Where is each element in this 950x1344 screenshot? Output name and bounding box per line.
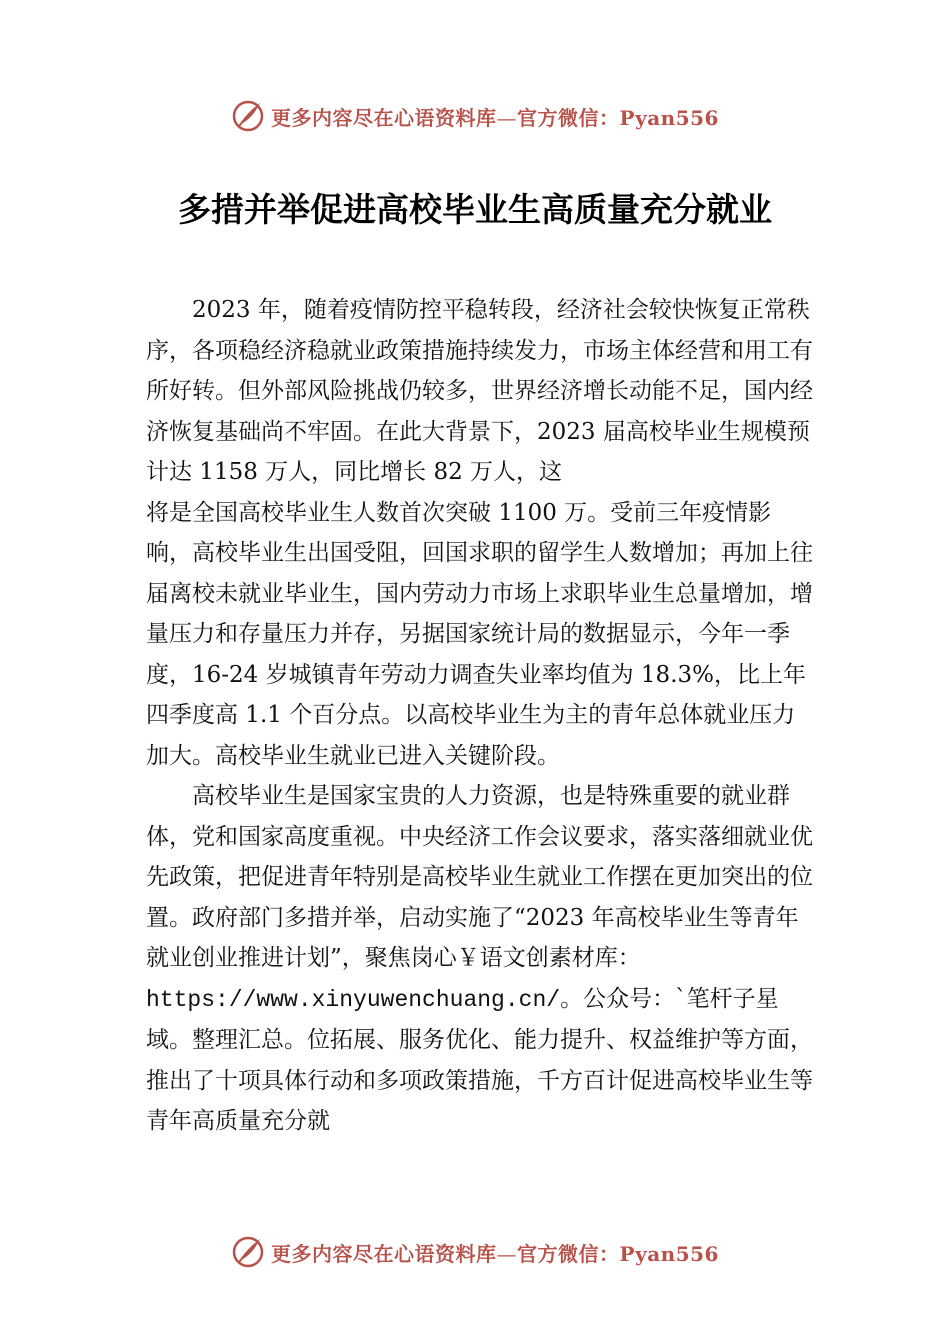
quill-seal-icon: [231, 1235, 265, 1269]
website-url: https://www.xinyuwenchuang.cn/: [146, 986, 561, 1013]
paragraph-2-text: 高校毕业生是国家宝贵的人力资源，也是特殊重要的就业群体，党和国家高度重视。中央经济工作会议要求，落实落细就业优先政策，把促进青年特别是高校毕业生就业工作摆在更加突出的位置。政府部门多措并举，启动实施了“2023 年高校毕业生等青年就业创业推进计划”，聚焦岗心￥语文创素材库：: [146, 783, 813, 971]
banner-text: 更多内容尽在心语资料库—官方微信：Pyan556: [271, 105, 719, 130]
banner-text: 更多内容尽在心语资料库—官方微信：Pyan556: [271, 1241, 719, 1266]
paragraph-2: [146, 776, 816, 1142]
header-banner: [0, 96, 950, 136]
paragraph-2-continued: 。公众号：`笔杆子星域。整理汇总。位拓展、服务优化、能力提升、权益维护等方面，推出了十项具体行动和多项政策措施，千方百计促进高校毕业生等青年高质量充分就: [146, 985, 813, 1134]
paragraph-1b: 将是全国高校毕业生人数首次突破 1100 万。受前三年疫情影响，高校毕业生出国受阻，回国求职的留学生人数增加；再加上往届离校未就业毕业生，国内劳动力市场上求职毕业生总量增加，增量压力和存量压力并存，另据国家统计局的数据显示，今年一季度，16-24 岁城镇青年劳动力调查失业率均值为 18.3%，比上年四季度高 1.1 个百分点。以高校毕业生为主的青年总体就业压力加大。高校毕业生就业已进入关键阶段。: [146, 499, 813, 769]
quill-seal-icon: [231, 99, 265, 133]
footer-banner: [0, 1232, 950, 1272]
paragraph-1a: 2023 年，随着疫情防控平稳转段，经济社会较快恢复正常秩序，各项稳经济稳就业政策措施持续发力，市场主体经营和用工有所好转。但外部风险挑战仍较多，世界经济增长动能不足，国内经济恢复基础尚不牢固。在此大背景下，2023 届高校毕业生规模预计达 1158 万人，同比增长 82 万人，这: [146, 297, 813, 485]
document-title: 多措并举促进高校毕业生高质量充分就业: [178, 190, 772, 229]
document-body: [146, 290, 816, 1142]
